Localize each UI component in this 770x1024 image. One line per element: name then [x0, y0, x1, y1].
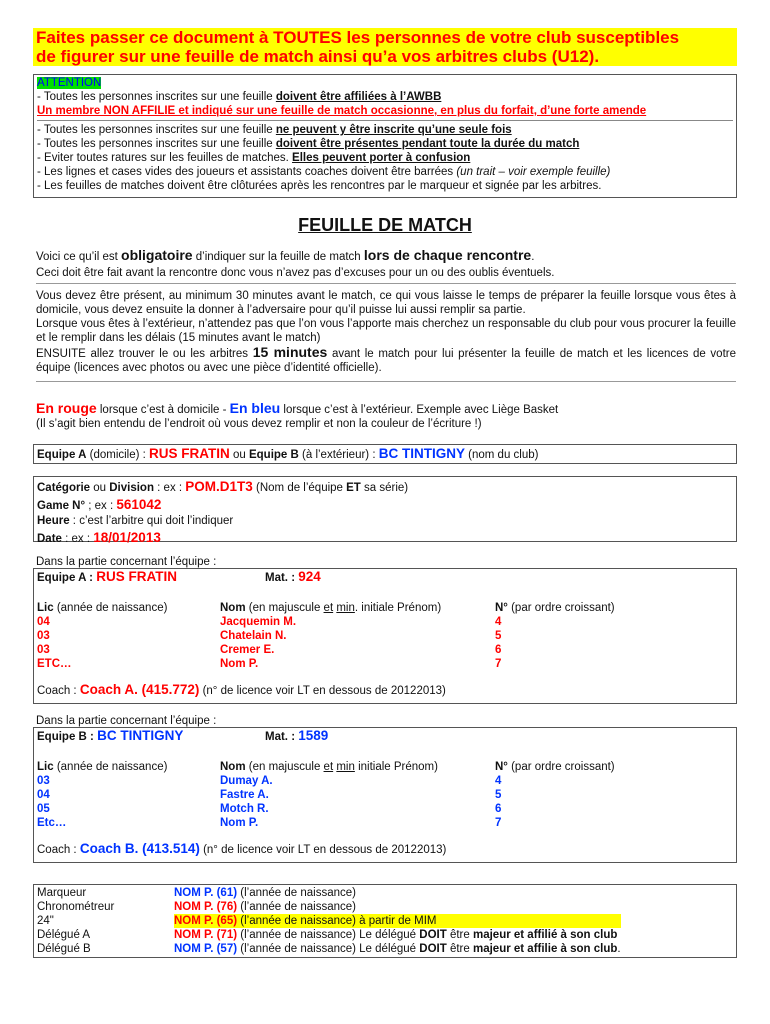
- table-row: Dumay A.: [220, 775, 273, 787]
- table-row: Cremer E.: [220, 644, 275, 656]
- team-b-mat: 1589: [298, 728, 329, 743]
- attention-box: [33, 74, 737, 198]
- team-b-name: BC TINTIGNY: [97, 728, 184, 743]
- list-item: NOM P. (61) (l’année de naissance): [174, 887, 356, 899]
- list-item: NOM P. (71) (l’année de naissance) Le délégué DOIT être majeur et affilié à son club: [174, 929, 618, 941]
- team-b-intro: Dans la partie concernant l’équipe :: [36, 715, 217, 727]
- color-legend: En rouge lorsque c’est à domicile - En bleu lorsque c’est à l’extérieur. Exemple avec Liège Basket: [36, 400, 559, 416]
- table-row: Nom P.: [220, 817, 259, 829]
- team-b-label: Equipe B :: [37, 731, 94, 743]
- team-b-box: Equipe B : BC TINTIGNY Mat. : 1589 Lic (année de naissance) Nom (en majuscule et min initiale Prénom) N° (par ordre croissant) 03 04 05 Etc… Dumay A. Fastre A. Motch R. Nom P. 4 5 6 7 Coach : Coach B. (413.514) (n° de licence voir LT en dessous de 20122013): [33, 727, 737, 863]
- attention-line: - Toutes les personnes inscrites sur une feuille doivent être présentes pendant toute la durée du match: [37, 138, 580, 150]
- table-row: ETC…: [37, 658, 72, 670]
- divider: [36, 283, 736, 284]
- header-banner: [33, 28, 737, 66]
- table-row: Nom P.: [220, 658, 259, 670]
- table-row: Chatelain N.: [220, 630, 287, 642]
- table-row: 03: [37, 644, 50, 656]
- intro-paragraph-4: Lorsque vous êtes à l’extérieur, n’attendez pas que l’on vous l’apporte mais cherchez un responsable du club pour vous procurer la feuille et le remplir dans les délais (15 minutes avant le match): [36, 318, 737, 344]
- banner-line-2: de figurer sur une feuille de match ainsi qu’a vos arbitres clubs (U12).: [36, 47, 600, 66]
- table-row: 03: [37, 630, 50, 642]
- table-row: 5: [495, 789, 502, 801]
- table-row: 4: [495, 616, 502, 628]
- attention-line: - Toutes les personnes inscrites sur une feuille ne peuvent y être inscrite qu’une seule fois: [37, 124, 512, 136]
- list-item: NOM P. (76) (l’année de naissance): [174, 901, 356, 913]
- n-column: N° (par ordre croissant): [495, 602, 615, 614]
- intro-paragraph-1: Voici ce qu’il est obligatoire d’indiquer sur la feuille de match lors de chaque rencontre.: [36, 247, 535, 263]
- attention-label: ATTENTION: [37, 77, 102, 89]
- table-row: 7: [495, 658, 502, 670]
- team-a-coach: Coach : Coach A. (415.772) (n° de licence voir LT en dessous de 20122013): [37, 682, 446, 697]
- table-row: 5: [495, 630, 502, 642]
- table-row: 04: [37, 616, 50, 628]
- table-row: Etc…: [37, 817, 67, 829]
- banner-line-1: Faites passer ce document à TOUTES les personnes de votre club susceptibles: [36, 28, 680, 47]
- team-b-coach: Coach : Coach B. (413.514) (n° de licence voir LT en dessous de 20122013): [37, 841, 447, 856]
- table-row: Jacquemin M.: [220, 616, 297, 628]
- game-number-line: Game N° ; ex : 561042: [37, 496, 162, 512]
- official-role: Chronométreur: [37, 901, 115, 913]
- table-row: 05: [37, 803, 50, 815]
- team-a-name: RUS FRATIN: [96, 569, 177, 584]
- attention-line: - Toutes les personnes inscrites sur une feuille doivent être affiliées à l’AWBB: [37, 91, 442, 103]
- official-role: 24": [37, 915, 54, 927]
- lic-column: Lic (année de naissance): [37, 602, 168, 614]
- attention-line: - Les lignes et cases vides des joueurs et assistants coaches doivent être barrées (un trait – voir exemple feuille): [37, 166, 611, 178]
- team-a-label: Equipe A :: [37, 572, 94, 584]
- attention-warning: Un membre NON AFFILIE et indiqué sur une feuille de match occasionne, en plus du forfait, d’une forte amende: [37, 105, 647, 117]
- table-row: Motch R.: [220, 803, 269, 815]
- officials-roles: [37, 886, 114, 956]
- table-row: 4: [495, 775, 502, 787]
- list-item: NOM P. (57) (l’année de naissance) Le délégué DOIT être majeur et affilie à son club.: [174, 943, 621, 955]
- page-title: FEUILLE DE MATCH: [298, 215, 472, 235]
- intro-paragraph-3: Vous devez être présent, au minimum 30 minutes avant le match, ce qui vous laisse le temps de préparer la feuille lorsque vous êtes à domicile, vous devez ensuite la donner à l’adversaire pour qu’il puisse lui aussi remplir sa partie.: [36, 290, 736, 316]
- divider: [36, 381, 736, 382]
- team-a-box: Equipe A : RUS FRATIN Mat. : 924 Lic (année de naissance) Nom (en majuscule et min. initiale Prénom) N° (par ordre croissant) 04 03 03 ETC… Jacquemin M. Chatelain N. Cremer E. Nom P. 4 5 6 7 Coach : Coach A. (415.772) (n° de licence voir LT en dessous de 20122013): [33, 568, 737, 704]
- nom-column: Nom (en majuscule et min. initiale Prénom): [220, 602, 442, 614]
- team-a-mat: 924: [298, 569, 321, 584]
- intro-paragraph-5: ENSUITE allez trouver le ou les arbitres 15 minutes avant le match pour lui présenter la feuille de match et les licences de votre équipe (licences avec photos ou avec une pièce d’identité officielle).: [36, 344, 736, 374]
- lic-column: Lic (année de naissance): [37, 761, 168, 773]
- officials-values: [174, 886, 621, 956]
- list-item: NOM P. (65) (l’année de naissance) à partir de MIM: [174, 914, 621, 928]
- date-line: Date : ex : 18/01/2013: [37, 529, 161, 545]
- match-info-box: [33, 476, 737, 545]
- official-role: Marqueur: [37, 887, 87, 899]
- teams-box: Equipe A (domicile) : RUS FRATIN ou Equipe B (à l’extérieur) : BC TINTIGNY (nom du club): [33, 444, 737, 464]
- attention-line: - Les feuilles de matches doivent être clôturées après les rencontres par le marqueur et signée par les arbitres.: [37, 180, 602, 192]
- team-a-intro: Dans la partie concernant l’équipe :: [36, 556, 217, 568]
- table-row: 03: [37, 775, 50, 787]
- n-column: N° (par ordre croissant): [495, 761, 615, 773]
- table-row: 04: [37, 789, 50, 801]
- officials-box: [33, 884, 737, 958]
- category-line: Catégorie ou Division : ex : POM.D1T3 (Nom de l’équipe ET sa série): [37, 479, 409, 494]
- official-role: Délégué B: [37, 943, 91, 955]
- legend-note: (Il s’agit bien entendu de l’endroit où vous devez remplir et non la couleur de l’écriture !): [36, 418, 482, 430]
- table-row: 6: [495, 644, 502, 656]
- table-row: 6: [495, 803, 502, 815]
- time-line: Heure : c’est l’arbitre qui doit l’indiquer: [37, 515, 234, 527]
- nom-column: Nom (en majuscule et min initiale Prénom): [220, 761, 438, 773]
- table-row: 7: [495, 817, 502, 829]
- table-row: Fastre A.: [220, 789, 269, 801]
- official-role: Délégué A: [37, 929, 91, 941]
- intro-paragraph-2: Ceci doit être fait avant la rencontre donc vous n’avez pas d’excuses pour un ou des oublis éventuels.: [36, 267, 555, 279]
- attention-line: - Eviter toutes ratures sur les feuilles de matches. Elles peuvent porter à confusion: [37, 152, 471, 164]
